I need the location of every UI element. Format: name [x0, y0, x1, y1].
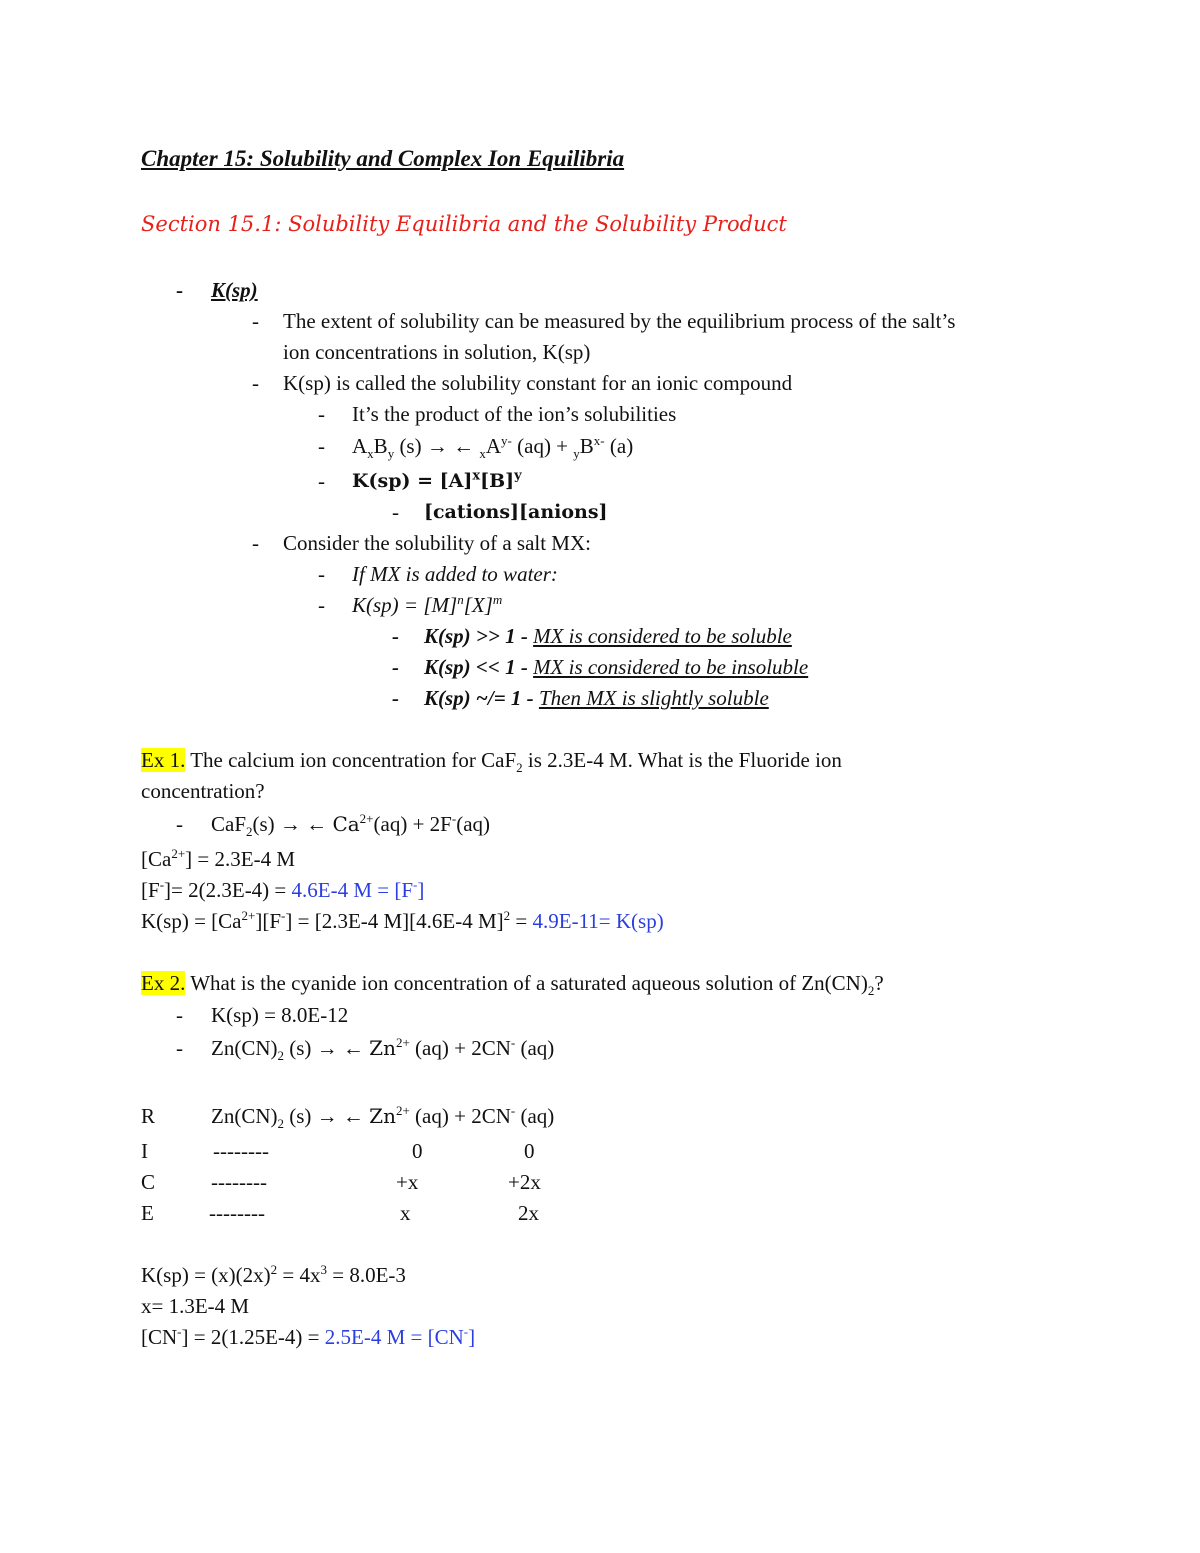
extent-line-1: The extent of solubility can be measured by the equilibrium process of the salt’s	[283, 309, 956, 333]
ksp-mx-expression: $K(sp) = [M]^n[X]^m$	[352, 592, 503, 617]
bullet-dash: -	[176, 1036, 183, 1060]
rice-solid-cell: --------	[209, 1201, 265, 1225]
bullet-dash: -	[252, 531, 259, 555]
insoluble-case: K(sp) << 1 - MX is considered to be insoluble	[424, 655, 809, 679]
example-1-question: Ex 1. The calcium ion concentration for CaF$_2$ is 2.3E-4 M. What is the Fluoride ion	[141, 748, 842, 776]
bullet-dash: -	[392, 500, 399, 524]
bullet-dash: -	[176, 278, 183, 302]
rice-zn-cell: +x	[396, 1170, 419, 1194]
example-2-question: Ex 2. What is the cyanide ion concentration of a saturated aqueous solution of $Zn(CN)_2$?	[141, 971, 884, 999]
general-reaction: $A_xB_y$ (s) → ← $_xA^{y-}$ $(aq) + _yB^{x-}$ (a)	[352, 433, 634, 462]
if-mx-line: If MX is added to water:	[352, 562, 558, 586]
example-1-step-2: [F-]= 2(2.3E-4) = 4.6E-4 M = [F-]	[141, 877, 425, 902]
bullet-dash: -	[392, 624, 399, 648]
bullet-dash: -	[392, 655, 399, 679]
product-note: It’s the product of the ion’s solubilities	[352, 402, 677, 426]
example-2-label: Ex 2.	[141, 971, 186, 995]
bullet-dash: -	[318, 469, 325, 493]
rice-zn-cell: x	[400, 1201, 411, 1225]
example-2-step-2: x= 1.3E-4 M	[141, 1294, 250, 1318]
rice-cn-cell: 0	[524, 1139, 535, 1163]
section-heading: Section 15.1: Solubility Equilibria and the Solubility Product	[141, 212, 787, 236]
soluble-case: K(sp) >> 1 - MX is considered to be soluble	[424, 624, 792, 648]
example-2-step-1: $K(sp) = (x)(2x)^2 = 4x^3 = 8.0E-3$	[141, 1262, 406, 1287]
rice-row-label: C	[141, 1170, 156, 1194]
rice-row-label: I	[141, 1139, 148, 1163]
example-2-step-3: [CN-] = 2(1.25E-4) = 2.5E-4 M = [CN-]	[141, 1324, 476, 1349]
example-1-label: Ex 1.	[141, 748, 186, 772]
bullet-dash: -	[318, 593, 325, 617]
slightly-soluble-case: K(sp) ~/= 1 - Then MX is slightly soluble	[424, 686, 769, 710]
rice-solid-cell: --------	[213, 1139, 269, 1163]
answer-ksp: 4.9E-11= K(sp)	[532, 909, 664, 933]
answer-cyanide: 2.5E-4 M = [CN-]	[324, 1324, 476, 1349]
example-1-reaction: CaF$_2$(s) → ← $Ca^{2+}(aq) + 2F^-(aq)$	[211, 811, 491, 840]
rice-row-label: R	[141, 1104, 156, 1128]
example-1-step-3: $K(sp) = [Ca^{2+}][F^-] = [2.3E-4$ M][4.6E-4 M]$^2$ = 4.9E-11= K(sp)	[141, 908, 664, 933]
bullet-dash: -	[318, 434, 325, 458]
bullet-dash: -	[318, 562, 325, 586]
ksp-heading: K(sp)	[211, 278, 258, 302]
example-1-question-cont: concentration?	[141, 779, 265, 803]
example-2-ksp: K(sp) = 8.0E-12	[211, 1003, 349, 1027]
bullet-dash: -	[252, 309, 259, 333]
example-2-reaction: $Zn(CN)_2$ (s) → ← $Zn^{2+}$ (aq) + 2CN- (aq)	[211, 1035, 555, 1064]
example-1-step-1: $[Ca^{2+}] = 2.3E-4$ M	[141, 846, 296, 871]
extent-line-2: ion concentrations in solution, K(sp)	[283, 340, 591, 364]
ksp-definition: K(sp) is called the solubility constant for an ionic compound	[283, 371, 793, 395]
rice-row-label: E	[141, 1201, 154, 1225]
consider-line: Consider the solubility of a salt MX:	[283, 531, 591, 555]
ksp-expression: $K(sp) = [A]^x[B]^y$	[352, 468, 522, 492]
page-title: Chapter 15: Solubility and Complex Ion Equilibria	[141, 146, 625, 171]
rice-solid-cell: --------	[211, 1170, 267, 1194]
cations-anions: [cations][anions]	[424, 501, 608, 523]
rice-reaction: $Zn(CN)_2$ (s) → ← $Zn^{2+}$ (aq) + 2CN- (aq)	[211, 1103, 555, 1132]
bullet-dash: -	[318, 402, 325, 426]
bullet-dash: -	[176, 1003, 183, 1027]
bullet-dash: -	[252, 371, 259, 395]
rice-cn-cell: +2x	[508, 1170, 541, 1194]
rice-zn-cell: 0	[412, 1139, 423, 1163]
rice-cn-cell: 2x	[518, 1201, 539, 1225]
bullet-dash: -	[392, 686, 399, 710]
answer-fluoride: 4.6E-4 M = [F-]	[291, 877, 425, 902]
bullet-dash: -	[176, 812, 183, 836]
